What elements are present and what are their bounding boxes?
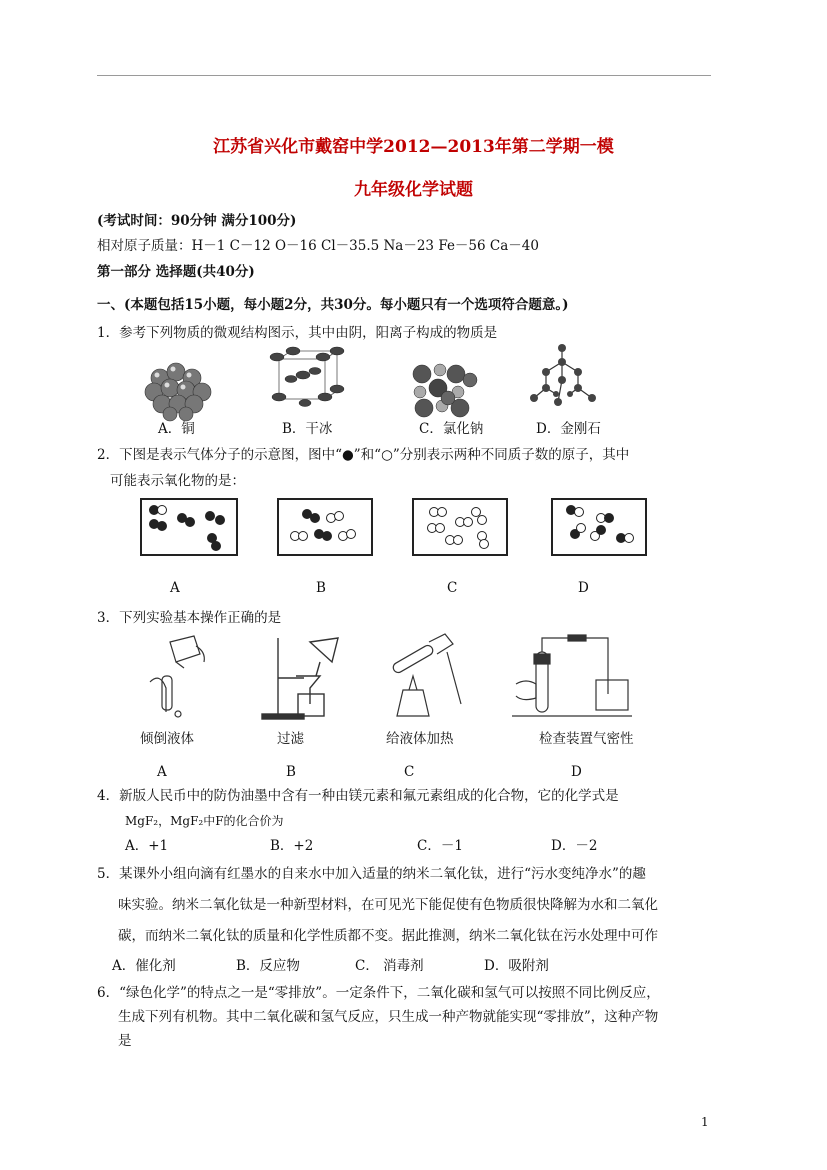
pouring-liquid-image bbox=[140, 632, 220, 718]
page-number: 1 bbox=[701, 1115, 709, 1129]
q4-stem: 4．新版人民币中的防伪油墨中含有一种由镁元素和氟元素组成的化合物，它的化学式是 bbox=[97, 788, 619, 804]
q1-option-c: C．氯化钠 bbox=[419, 421, 484, 437]
q4-option-a: A．+1 bbox=[125, 838, 169, 854]
molecule-box-c bbox=[412, 498, 508, 556]
q4-option-b: B．+2 bbox=[270, 838, 314, 854]
q2-label-c: C bbox=[447, 580, 458, 596]
q3-label-d: D bbox=[571, 764, 582, 780]
molecule-box-d bbox=[551, 498, 647, 556]
molecule-box-b bbox=[277, 498, 373, 556]
q3-label-b: B bbox=[286, 764, 296, 780]
exam-time: (考试时间：90分钟 满分100分) bbox=[97, 213, 297, 229]
section1-heading: 一、(本题包括15小题，每小题2分，共30分。每小题只有一个选项符合题意。) bbox=[97, 297, 569, 313]
q6-line1: 6．“绿色化学”的特点之一是“零排放”。一定条件下，二氧化碳和氢气可以按照不同比例反应， bbox=[97, 985, 660, 1001]
q1-stem: 1．参考下列物质的微观结构图示，其中由阴，阳离子构成的物质是 bbox=[97, 325, 498, 341]
q1-option-a: A．铜 bbox=[158, 421, 195, 437]
header-rule bbox=[97, 75, 711, 76]
q6-line2: 生成下列有机物。其中二氧化碳和氢气反应，只生成一种产物就能实现“零排放”，这种产物 bbox=[118, 1009, 659, 1025]
q3-label-a: A bbox=[157, 764, 167, 780]
exam-subtitle: 九年级化学试题 bbox=[354, 180, 473, 200]
q2-stem-line2: 可能表示氧化物的是： bbox=[110, 473, 245, 489]
q5-option-b: B．反应物 bbox=[236, 958, 300, 974]
q3-caption-c: 给液体加热 bbox=[386, 731, 454, 747]
q4-option-d: D．－2 bbox=[551, 838, 598, 854]
q2-label-d: D bbox=[578, 580, 589, 596]
heating-liquid-image bbox=[385, 632, 467, 722]
q2-label-b: B bbox=[316, 580, 326, 596]
q3-caption-d: 检查装置气密性 bbox=[539, 731, 634, 747]
q5-option-a: A．催化剂 bbox=[112, 958, 176, 974]
atomic-mass: 相对原子质量：H－1 C－12 O－16 Cl－35.5 Na－23 Fe－56 Ca－40 bbox=[97, 238, 539, 254]
part1-heading: 第一部分 选择题(共40分) bbox=[97, 264, 255, 280]
exam-title: 江苏省兴化市戴窑中学2012—2013年第二学期一模 bbox=[213, 137, 614, 157]
q5-line2: 味实验。纳米二氧化钛是一种新型材料，在可见光下能促使有色物质很快降解为水和二氧化 bbox=[118, 897, 658, 913]
sodium-chloride-structure-image bbox=[408, 358, 478, 418]
q2-label-a: A bbox=[170, 580, 180, 596]
molecule-box-a bbox=[140, 498, 238, 556]
q5-option-c: C． 消毒剂 bbox=[355, 958, 424, 974]
diamond-structure-image bbox=[528, 340, 600, 418]
q1-option-d: D．金刚石 bbox=[536, 421, 601, 437]
q1-option-b: B．干冰 bbox=[282, 421, 333, 437]
dry-ice-structure-image bbox=[265, 345, 345, 415]
q5-line1: 5．某课外小组向滴有红墨水的自来水中加入适量的纳米二氧化钛，进行“污水变纯净水”的趣 bbox=[97, 866, 646, 882]
q4-sub: MgF₂，MgF₂中F的化合价为 bbox=[125, 814, 284, 828]
q6-line3: 是 bbox=[118, 1033, 132, 1049]
q3-stem: 3．下列实验基本操作正确的是 bbox=[97, 610, 282, 626]
copper-structure-image bbox=[140, 358, 220, 420]
q5-option-d: D．吸附剂 bbox=[484, 958, 549, 974]
q2-stem-line1: 2．下图是表示气体分子的示意图，图中“●”和“○”分别表示两种不同质子数的原子，其中 bbox=[97, 447, 630, 463]
filtration-image bbox=[258, 632, 353, 722]
q5-line3: 碳，而纳米二氧化钛的质量和化学性质都不变。据此推测，纳米二氧化钛在污水处理中可作 bbox=[118, 928, 658, 944]
q3-label-c: C bbox=[404, 764, 415, 780]
airtightness-check-image bbox=[512, 632, 642, 722]
q4-option-c: C．－1 bbox=[417, 838, 463, 854]
q3-caption-b: 过滤 bbox=[277, 731, 304, 747]
q3-caption-a: 倾倒液体 bbox=[140, 731, 194, 747]
